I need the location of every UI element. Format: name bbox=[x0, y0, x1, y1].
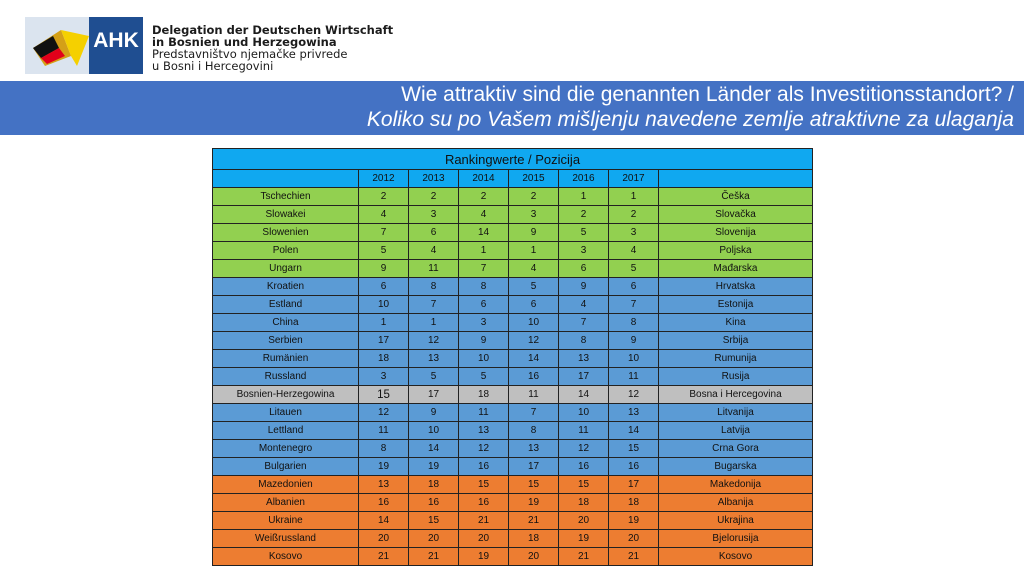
rank-cell: 7 bbox=[559, 314, 609, 332]
country-bs-cell: Litvanija bbox=[659, 404, 813, 422]
rank-cell: 16 bbox=[409, 494, 459, 512]
rank-cell: 2 bbox=[459, 188, 509, 206]
rank-cell: 3 bbox=[459, 314, 509, 332]
rank-cell: 2 bbox=[609, 206, 659, 224]
rank-cell: 4 bbox=[459, 206, 509, 224]
rank-cell: 18 bbox=[359, 350, 409, 368]
table-row bbox=[213, 422, 813, 440]
country-de-cell: Weißrussland bbox=[213, 530, 359, 548]
rank-cell: 20 bbox=[459, 530, 509, 548]
rank-cell: 5 bbox=[409, 368, 459, 386]
rank-cell: 8 bbox=[559, 332, 609, 350]
country-de-cell: Slowenien bbox=[213, 224, 359, 242]
rank-cell: 12 bbox=[509, 332, 559, 350]
rank-cell: 9 bbox=[409, 404, 459, 422]
rank-cell: 11 bbox=[559, 422, 609, 440]
ahk-logo bbox=[25, 17, 143, 74]
rank-cell: 18 bbox=[409, 476, 459, 494]
table-row bbox=[213, 224, 813, 242]
table-row bbox=[213, 512, 813, 530]
rank-cell: 7 bbox=[609, 296, 659, 314]
country-de-cell: Russland bbox=[213, 368, 359, 386]
country-bs-cell: Rumunija bbox=[659, 350, 813, 368]
rank-cell: 20 bbox=[609, 530, 659, 548]
rank-cell: 13 bbox=[359, 476, 409, 494]
rank-cell: 9 bbox=[609, 332, 659, 350]
rank-cell: 18 bbox=[609, 494, 659, 512]
organization-name bbox=[152, 24, 393, 72]
rank-cell: 10 bbox=[359, 296, 409, 314]
country-bs-cell: Crna Gora bbox=[659, 440, 813, 458]
rank-cell: 12 bbox=[559, 440, 609, 458]
table-row bbox=[213, 458, 813, 476]
rank-cell: 12 bbox=[609, 386, 659, 404]
rank-cell: 17 bbox=[359, 332, 409, 350]
year-header: 2017 bbox=[609, 170, 659, 188]
rank-cell: 17 bbox=[509, 458, 559, 476]
table-row bbox=[213, 368, 813, 386]
rank-cell: 9 bbox=[359, 260, 409, 278]
table-row bbox=[213, 440, 813, 458]
country-de-cell: Mazedonien bbox=[213, 476, 359, 494]
rank-cell: 3 bbox=[509, 206, 559, 224]
table-row bbox=[213, 332, 813, 350]
empty-header-cell bbox=[213, 170, 359, 188]
country-bs-cell: Makedonija bbox=[659, 476, 813, 494]
rank-cell: 19 bbox=[509, 494, 559, 512]
rank-cell: 13 bbox=[459, 422, 509, 440]
table-row bbox=[213, 386, 813, 404]
rank-cell: 20 bbox=[509, 548, 559, 566]
table-row bbox=[213, 278, 813, 296]
table-row bbox=[213, 206, 813, 224]
rank-cell: 13 bbox=[509, 440, 559, 458]
country-bs-cell: Bugarska bbox=[659, 458, 813, 476]
logo-text: AHK bbox=[93, 29, 139, 52]
rank-cell: 15 bbox=[509, 476, 559, 494]
year-header: 2013 bbox=[409, 170, 459, 188]
table-row bbox=[213, 530, 813, 548]
table-row bbox=[213, 494, 813, 512]
country-bs-cell: Kosovo bbox=[659, 548, 813, 566]
table-heading-row bbox=[213, 149, 813, 170]
rank-cell: 3 bbox=[409, 206, 459, 224]
rank-cell: 10 bbox=[509, 314, 559, 332]
table-row bbox=[213, 548, 813, 566]
country-bs-cell: Latvija bbox=[659, 422, 813, 440]
rank-cell: 10 bbox=[609, 350, 659, 368]
year-header: 2012 bbox=[359, 170, 409, 188]
logo-blue-box bbox=[89, 17, 143, 74]
rank-cell: 17 bbox=[409, 386, 459, 404]
rank-cell: 21 bbox=[459, 512, 509, 530]
rank-cell: 13 bbox=[609, 404, 659, 422]
org-line: Delegation der Deutschen Wirtschaft bbox=[152, 23, 394, 37]
rank-cell: 16 bbox=[459, 494, 509, 512]
country-bs-cell: Kina bbox=[659, 314, 813, 332]
country-bs-cell: Mađarska bbox=[659, 260, 813, 278]
country-bs-cell: Rusija bbox=[659, 368, 813, 386]
rank-cell: 12 bbox=[459, 440, 509, 458]
rank-cell: 1 bbox=[509, 242, 559, 260]
rank-cell: 11 bbox=[409, 260, 459, 278]
rank-cell: 6 bbox=[409, 224, 459, 242]
rank-cell: 18 bbox=[559, 494, 609, 512]
country-bs-cell: Hrvatska bbox=[659, 278, 813, 296]
country-de-cell: Polen bbox=[213, 242, 359, 260]
table-row bbox=[213, 296, 813, 314]
rank-cell: 14 bbox=[409, 440, 459, 458]
country-de-cell: Serbien bbox=[213, 332, 359, 350]
rank-cell: 4 bbox=[559, 296, 609, 314]
table-row bbox=[213, 404, 813, 422]
rank-cell: 13 bbox=[409, 350, 459, 368]
rank-cell: 4 bbox=[509, 260, 559, 278]
rank-cell: 16 bbox=[609, 458, 659, 476]
rank-cell: 2 bbox=[359, 188, 409, 206]
country-de-cell: Lettland bbox=[213, 422, 359, 440]
rank-cell: 20 bbox=[359, 530, 409, 548]
org-line: in Bosnien und Herzegowina bbox=[152, 35, 337, 49]
country-bs-cell: Bosna i Hercegovina bbox=[659, 386, 813, 404]
rank-cell: 20 bbox=[409, 530, 459, 548]
rank-cell: 8 bbox=[509, 422, 559, 440]
rank-cell: 17 bbox=[559, 368, 609, 386]
rank-cell: 9 bbox=[559, 278, 609, 296]
rank-cell: 21 bbox=[559, 548, 609, 566]
rank-cell: 8 bbox=[609, 314, 659, 332]
rank-cell: 5 bbox=[459, 368, 509, 386]
country-de-cell: Ukraine bbox=[213, 512, 359, 530]
rank-cell: 15 bbox=[359, 386, 409, 404]
rank-cell: 21 bbox=[609, 548, 659, 566]
rank-cell: 16 bbox=[559, 458, 609, 476]
rank-cell: 21 bbox=[359, 548, 409, 566]
year-header: 2015 bbox=[509, 170, 559, 188]
country-bs-cell: Bjelorusija bbox=[659, 530, 813, 548]
rank-cell: 1 bbox=[409, 314, 459, 332]
rank-cell: 7 bbox=[459, 260, 509, 278]
rank-cell: 14 bbox=[509, 350, 559, 368]
rank-cell: 5 bbox=[559, 224, 609, 242]
org-line: Predstavništvo njemačke privrede bbox=[152, 47, 348, 61]
rank-cell: 8 bbox=[409, 278, 459, 296]
rank-cell: 21 bbox=[509, 512, 559, 530]
rank-cell: 8 bbox=[459, 278, 509, 296]
rank-cell: 15 bbox=[559, 476, 609, 494]
rank-cell: 4 bbox=[409, 242, 459, 260]
country-de-cell: Albanien bbox=[213, 494, 359, 512]
rank-cell: 16 bbox=[359, 494, 409, 512]
country-de-cell: Rumänien bbox=[213, 350, 359, 368]
country-bs-cell: Češka bbox=[659, 188, 813, 206]
rank-cell: 17 bbox=[609, 476, 659, 494]
rank-cell: 4 bbox=[359, 206, 409, 224]
country-de-cell: Bosnien-Herzegowina bbox=[213, 386, 359, 404]
rank-cell: 6 bbox=[359, 278, 409, 296]
rank-cell: 3 bbox=[609, 224, 659, 242]
rank-cell: 3 bbox=[359, 368, 409, 386]
rank-cell: 16 bbox=[509, 368, 559, 386]
rank-cell: 15 bbox=[609, 440, 659, 458]
rank-cell: 12 bbox=[409, 332, 459, 350]
title-bosnian: Koliko su po Vašem mišljenju navedene zemlje atraktivne za ulaganja bbox=[366, 108, 1014, 131]
rank-cell: 11 bbox=[609, 368, 659, 386]
rank-cell: 1 bbox=[559, 188, 609, 206]
country-bs-cell: Albanija bbox=[659, 494, 813, 512]
rank-cell: 9 bbox=[459, 332, 509, 350]
rank-cell: 18 bbox=[459, 386, 509, 404]
country-de-cell: Slowakei bbox=[213, 206, 359, 224]
rank-cell: 5 bbox=[359, 242, 409, 260]
rank-cell: 14 bbox=[359, 512, 409, 530]
country-de-cell: Kroatien bbox=[213, 278, 359, 296]
rank-cell: 3 bbox=[559, 242, 609, 260]
rank-cell: 1 bbox=[609, 188, 659, 206]
country-de-cell: Kosovo bbox=[213, 548, 359, 566]
rank-cell: 7 bbox=[509, 404, 559, 422]
rank-cell: 12 bbox=[359, 404, 409, 422]
country-de-cell: Litauen bbox=[213, 404, 359, 422]
country-de-cell: Estland bbox=[213, 296, 359, 314]
table-row bbox=[213, 188, 813, 206]
rank-cell: 2 bbox=[409, 188, 459, 206]
country-bs-cell: Estonija bbox=[659, 296, 813, 314]
rank-cell: 19 bbox=[609, 512, 659, 530]
table-row bbox=[213, 314, 813, 332]
rank-cell: 5 bbox=[609, 260, 659, 278]
rank-cell: 5 bbox=[509, 278, 559, 296]
rank-cell: 20 bbox=[559, 512, 609, 530]
country-de-cell: Tschechien bbox=[213, 188, 359, 206]
table-heading: Rankingwerte / Pozicija bbox=[213, 149, 813, 170]
year-header-row bbox=[213, 170, 813, 188]
rank-cell: 6 bbox=[509, 296, 559, 314]
rank-cell: 8 bbox=[359, 440, 409, 458]
flag-emblem-icon bbox=[31, 26, 91, 70]
rank-cell: 10 bbox=[559, 404, 609, 422]
empty-header-cell bbox=[659, 170, 813, 188]
rank-cell: 19 bbox=[359, 458, 409, 476]
country-de-cell: Montenegro bbox=[213, 440, 359, 458]
rank-cell: 9 bbox=[509, 224, 559, 242]
table-row bbox=[213, 350, 813, 368]
rank-cell: 14 bbox=[459, 224, 509, 242]
country-bs-cell: Poljska bbox=[659, 242, 813, 260]
rank-cell: 11 bbox=[509, 386, 559, 404]
rank-cell: 1 bbox=[459, 242, 509, 260]
country-bs-cell: Slovenija bbox=[659, 224, 813, 242]
rank-cell: 10 bbox=[409, 422, 459, 440]
rank-cell: 6 bbox=[559, 260, 609, 278]
ranking-table bbox=[212, 148, 813, 566]
rank-cell: 11 bbox=[359, 422, 409, 440]
rank-cell: 4 bbox=[609, 242, 659, 260]
rank-cell: 19 bbox=[559, 530, 609, 548]
year-header: 2014 bbox=[459, 170, 509, 188]
rank-cell: 19 bbox=[459, 548, 509, 566]
rank-cell: 18 bbox=[509, 530, 559, 548]
title-german: Wie attraktiv sind die genannten Länder als Investitionsstandort? / bbox=[401, 83, 1014, 106]
rank-cell: 7 bbox=[359, 224, 409, 242]
rank-cell: 6 bbox=[459, 296, 509, 314]
country-bs-cell: Srbija bbox=[659, 332, 813, 350]
rank-cell: 10 bbox=[459, 350, 509, 368]
rank-cell: 14 bbox=[609, 422, 659, 440]
country-de-cell: China bbox=[213, 314, 359, 332]
country-bs-cell: Slovačka bbox=[659, 206, 813, 224]
rank-cell: 16 bbox=[459, 458, 509, 476]
table-row bbox=[213, 260, 813, 278]
country-de-cell: Bulgarien bbox=[213, 458, 359, 476]
country-de-cell: Ungarn bbox=[213, 260, 359, 278]
rank-cell: 2 bbox=[559, 206, 609, 224]
rank-cell: 15 bbox=[409, 512, 459, 530]
table-row bbox=[213, 476, 813, 494]
org-line: u Bosni i Hercegovini bbox=[152, 59, 274, 73]
rank-cell: 14 bbox=[559, 386, 609, 404]
rank-cell: 6 bbox=[609, 278, 659, 296]
rank-cell: 2 bbox=[509, 188, 559, 206]
rank-cell: 7 bbox=[409, 296, 459, 314]
rank-cell: 1 bbox=[359, 314, 409, 332]
rank-cell: 11 bbox=[459, 404, 509, 422]
rank-cell: 21 bbox=[409, 548, 459, 566]
year-header: 2016 bbox=[559, 170, 609, 188]
table-row bbox=[213, 242, 813, 260]
rank-cell: 13 bbox=[559, 350, 609, 368]
rank-cell: 19 bbox=[409, 458, 459, 476]
country-bs-cell: Ukrajina bbox=[659, 512, 813, 530]
rank-cell: 15 bbox=[459, 476, 509, 494]
